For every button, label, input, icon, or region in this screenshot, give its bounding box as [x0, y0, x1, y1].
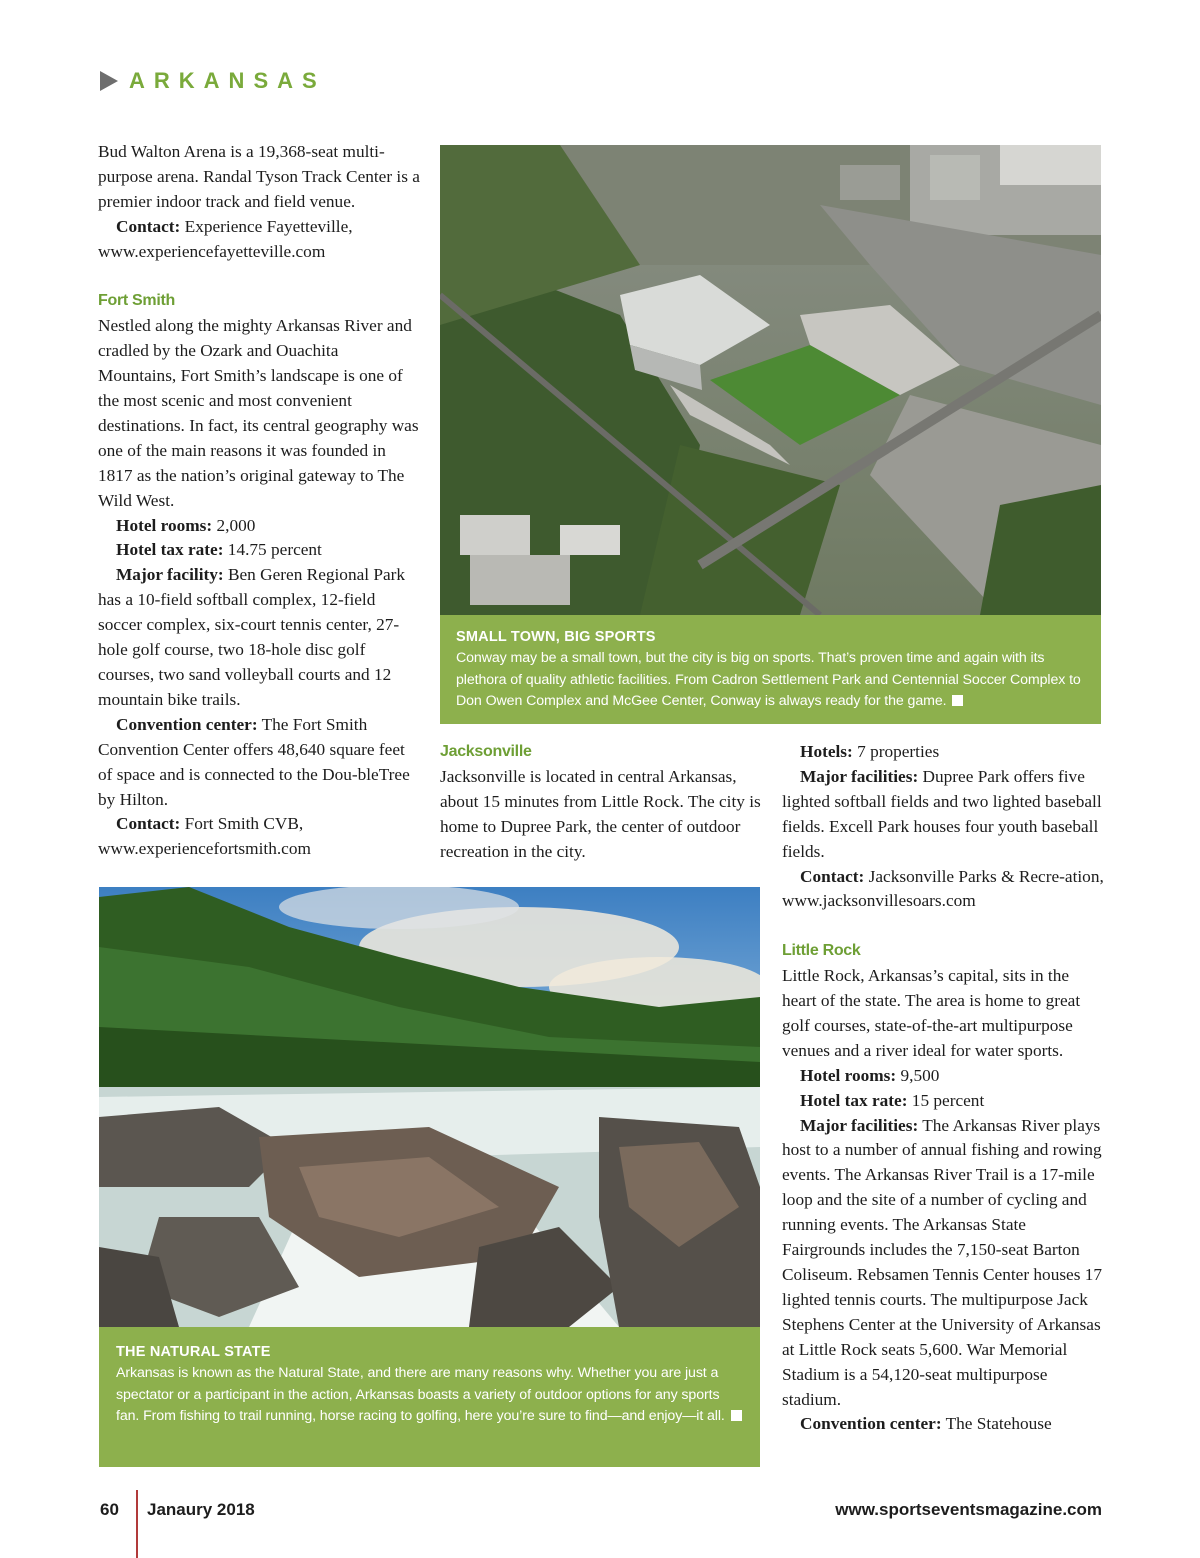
website-url: www.sportseventsmagazine.com	[835, 1500, 1102, 1519]
little-rock-convention: Convention center: The Statehouse	[800, 1414, 1052, 1434]
caption-natural-state	[99, 1327, 760, 1467]
fort-smith-major-facility: Major facility: Ben Geren Regional Park has a 10-field softball complex, 12-field soccer complex, six-court tennis center, 27-hole golf course, two 18-hole disc golf courses, two sand volleyball courts and 12 mountain bike trails.	[98, 565, 406, 709]
little-rock-hotel-rooms: Hotel rooms: 9,500	[800, 1065, 940, 1085]
end-square-icon	[731, 1410, 742, 1421]
fort-smith-contact: Contact: Fort Smith CVB, www.experiencefortsmith.com	[98, 814, 311, 859]
fayetteville-intro: Bud Walton Arena is a 19,368-seat multi-purpose arena. Randal Tyson Track Center is a premier indoor track and field venue.	[98, 142, 420, 211]
caption-body: Conway may be a small town, but the city is big on sports. That’s proven time and again with its plethora of quality athletic facilities. From Cadron Settlement Park and Centennial Soccer Complex to Don Owen Complex and McGee Center, Conway is always ready for the game.	[456, 650, 1081, 709]
issue-date: Janaury 2018	[147, 1500, 255, 1519]
jacksonville-heading: Jacksonville	[440, 743, 532, 760]
caption-small-town	[440, 615, 1101, 724]
caption-title: THE NATURAL STATE	[116, 1344, 271, 1360]
jacksonville-hotels: Hotels: 7 properties	[800, 742, 940, 761]
caption-title: SMALL TOWN, BIG SPORTS	[456, 629, 656, 645]
river-rapids-image	[99, 887, 760, 1327]
caption-body: Arkansas is known as the Natural State, and there are many reasons why. Whether you are just a spectator or a participant in the action, Arkansas boasts a variety of outdoor options for any sports fan. From fishing to trail running, horse racing to golfing, here you’re sure to find—and enjoy—it all.	[116, 1363, 746, 1428]
little-rock-heading: Little Rock	[782, 942, 861, 960]
fort-smith-body: Nestled along the mighty Arkansas River and cradled by the Ozark and Ouachita Mountains, Fort Smith’s landscape is one of the most scenic and most convenient destinations. In fact, its central geography was one of the main reasons it was founded in 1817 as the nation’s original gateway to The Wild West.	[98, 316, 419, 510]
end-square-icon	[952, 695, 963, 706]
play-triangle-icon	[100, 71, 118, 91]
column-left	[98, 140, 420, 862]
footer-divider	[136, 1490, 138, 1558]
section-title: ARKANSAS	[129, 68, 326, 93]
fort-smith-hotel-rooms: Hotel rooms: 2,000	[116, 515, 256, 535]
jacksonville-body: Jacksonville is located in central Arkansas, about 15 minutes from Little Rock. The city is home to Dupree Park, the center of outdoor recreation in the city.	[440, 766, 761, 861]
fayetteville-contact: Contact: Experience Fayetteville, www.experiencefayetteville.com	[98, 216, 353, 261]
page-number: 60	[100, 1500, 119, 1519]
jacksonville-facilities: Major facilities: Dupree Park offers five lighted softball fields and two lighted baseball fields. Excell Park houses four youth baseball fields.	[782, 766, 1102, 861]
aerial-stadium-image	[440, 145, 1101, 615]
aerial-stadium-photo	[440, 145, 1101, 615]
little-rock-facilities: Major facilities: The Arkansas River plays host to a number of annual fishing and rowing events. The Arkansas River Trail is a 17-mile loop and the site of a number of cycling and running events. The Arkansas State Fairgrounds includes the 7,150-seat Barton Coliseum. Rebsamen Tennis Center houses 17 lighted tennis courts. The multipurpose Jack Stephens Center at the University of Arkansas at Little Rock seats 5,600. War Memorial Stadium is a 54,120-seat multipurpose stadium.	[782, 1115, 1103, 1409]
fort-smith-convention: Convention center: The Fort Smith Convention Center offers 48,640 square feet of space and is connected to the Dou-bleTree by Hilton.	[98, 714, 410, 809]
column-middle	[440, 740, 762, 865]
little-rock-hotel-tax: Hotel tax rate: 15 percent	[800, 1090, 985, 1110]
jacksonville-contact: Contact: Jacksonville Parks & Recre-ation, www.jacksonvillesoars.com	[782, 866, 1104, 911]
column-right	[782, 740, 1104, 1437]
section-header	[100, 66, 326, 96]
river-rapids-photo	[99, 887, 760, 1327]
little-rock-body: Little Rock, Arkansas’s capital, sits in the heart of the state. The area is home to great golf courses, state-of-the-art multipurpose venues and a river ideal for water sports.	[782, 966, 1081, 1060]
fort-smith-hotel-tax: Hotel tax rate: 14.75 percent	[116, 540, 322, 560]
fort-smith-heading: Fort Smith	[98, 292, 175, 310]
